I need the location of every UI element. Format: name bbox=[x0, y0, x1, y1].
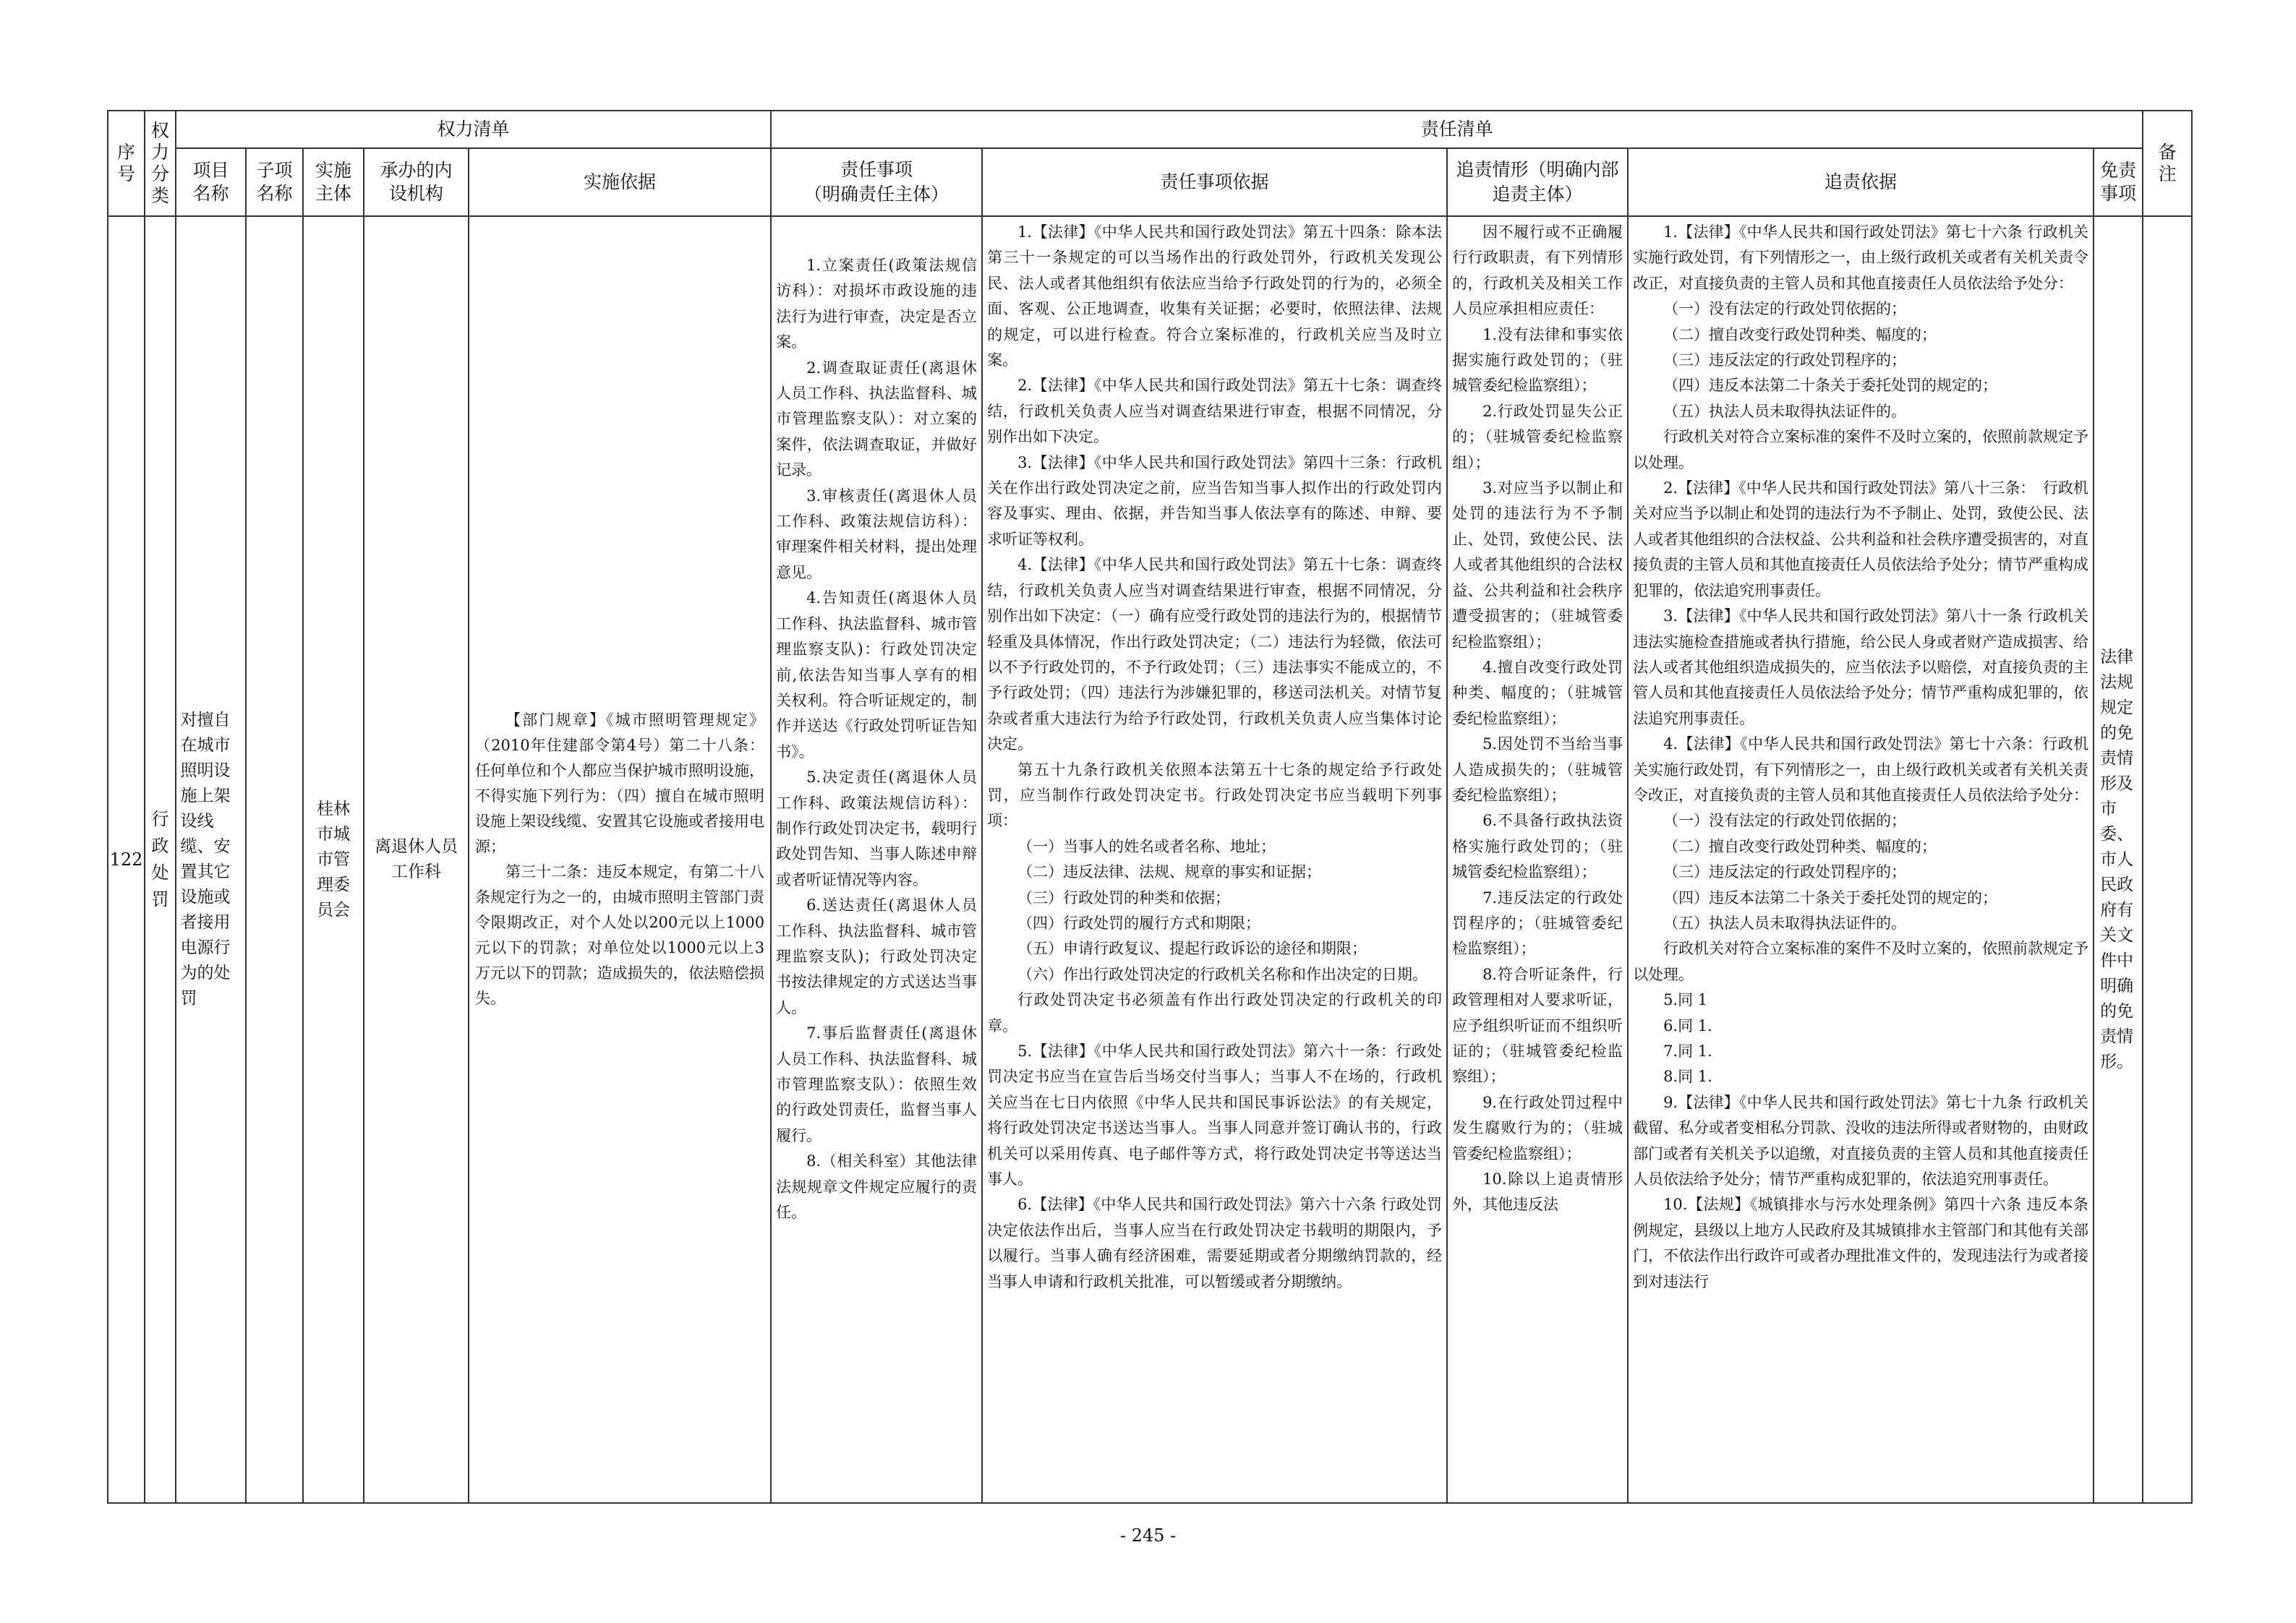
row-accountability bbox=[1447, 216, 1628, 1503]
row-resp-items bbox=[771, 216, 982, 1503]
resp-basis-paragraph: （五）申请行政复议、提起行政诉讼的途径和期限； bbox=[1017, 940, 1367, 958]
header-internal-dept: 承办的内设机构 bbox=[364, 148, 469, 216]
accountability-item: 10.除以上追责情形外，其他违反法 bbox=[1452, 1170, 1623, 1214]
accountability-item: 6.不具备行政执法资格实施行政处罚的；（驻城管委纪检监察组）； bbox=[1452, 812, 1623, 881]
resp-basis-paragraph: （一）当事人的姓名或者名称、地址； bbox=[1017, 837, 1276, 855]
resp-item: 1.立案责任(政策法规信访科）：对损坏市政设施的违法行为进行审查，决定是否立案。 bbox=[776, 257, 978, 351]
accountability-item: 9.在行政处罚过程中发生腐败行为的；（驻城管委纪检监察组）； bbox=[1452, 1093, 1623, 1162]
power-responsibility-table bbox=[107, 110, 2193, 1504]
header-sub-item-name: 子项名称 bbox=[246, 148, 303, 216]
accountability-item: 5.因处罚不当给当事人造成损失的；（驻城管委纪检监察组）； bbox=[1452, 735, 1623, 804]
row-accountability-basis bbox=[1628, 216, 2094, 1503]
accountability-basis-paragraph: （五）执法人员未取得执法证件的。 bbox=[1663, 402, 1907, 420]
header-item-name: 项目名称 bbox=[176, 148, 246, 216]
accountability-item: 7.违反法定的行政处罚程序的；（驻城管委纪检监察组）； bbox=[1452, 888, 1623, 958]
header-accountability-basis: 追责依据 bbox=[1628, 148, 2094, 216]
accountability-basis-paragraph: 10.【法规】《城镇排水与污水处理条例》第四十六条 违反本条例规定，县级以上地方人民政府及其城镇排水主管部门和其他有关部门，不依法作出行政许可或者办理批准文件的，发现违法行为或者接到对违法行 bbox=[1633, 1196, 2089, 1290]
basis-paragraph: 【部门规章】《城市照明管理规定》（2010年住建部令第4号）第二十八条：任何单位和个人都应当保护城市照明设施，不得实施下列行为：（四）擅自在城市照明设施上架设线缆、安置其它设施或者接用电源； bbox=[475, 711, 765, 855]
header-basis: 实施依据 bbox=[469, 148, 771, 216]
resp-basis-paragraph: （二）违反法律、法规、规章的事实和证据； bbox=[1017, 863, 1322, 881]
resp-item: 8.（相关科室）其他法律法规规章文件规定应履行的责任。 bbox=[776, 1152, 978, 1222]
header-exemption: 免责事项 bbox=[2094, 148, 2143, 216]
header-subject: 实施主体 bbox=[303, 148, 364, 216]
header-row-1 bbox=[108, 111, 2192, 148]
resp-item: 6.送达责任(离退休人员工作科、执法监督科、城市管理监察支队)；行政处罚决定书按法律规定的方式送达当事人。 bbox=[776, 896, 978, 1016]
row-internal-dept: 离退休人员工作科 bbox=[364, 216, 469, 1503]
accountability-item: 1.没有法律和事实依据实施行政处罚的；（驻城管委纪检监察组）； bbox=[1452, 325, 1623, 395]
accountability-basis-paragraph: 6.同 1. bbox=[1663, 1016, 1712, 1035]
row-exemption: 法律法规规定的免责情形及市委、市人民政府有关文件中明确的免责情形。 bbox=[2094, 216, 2143, 1503]
row-resp-basis bbox=[982, 216, 1447, 1503]
accountability-basis-paragraph: （二）擅自改变行政处罚种类、幅度的； bbox=[1663, 837, 1937, 855]
resp-basis-paragraph: （六）作出行政处罚决定的行政机关名称和作出决定的日期。 bbox=[1017, 965, 1428, 983]
accountability-item: 3.对应当予以制止和处罚的违法行为不予制止、处罚，致使公民、法人或者其他组织的合法权益、公共利益和社会秩序遭受损害的；（驻城管委纪检监察组）； bbox=[1452, 479, 1623, 651]
accountability-basis-paragraph: 9.【法律】《中华人民共和国行政处罚法》第七十九条 行政机关截留、私分或者变相私分罚款、没收的违法所得或者财物的，由财政部门或者有关机关予以追缴，对直接负责的主管人员和其他直接责任人员依法给予处分；情节严重构成犯罪的，依法追究刑事责任。 bbox=[1633, 1093, 2089, 1189]
accountability-basis-paragraph: （四）违反本法第二十条关于委托处罚的规定的； bbox=[1663, 888, 1998, 907]
resp-basis-paragraph: 2.【法律】《中华人民共和国行政处罚法》第五十七条：调查终结，行政机关负责人应当对调查结果进行审查，根据不同情况，分别作出如下决定。 bbox=[987, 377, 1443, 446]
resp-basis-paragraph: 5.【法律】《中华人民共和国行政处罚法》第六十一条：行政处罚决定书应当在宣告后当场交付当事人；当事人不在场的，行政机关应当在七日内依照《中华人民共和国民事诉讼法》的有关规定，将行政处罚决定书送达当事人。当事人同意并签订确认书的，行政机关可以采用传真、电子邮件等方式，将行政处罚决定书等送达当事人。 bbox=[987, 1042, 1443, 1189]
basis-text bbox=[469, 708, 770, 1011]
page-number: - 245 - bbox=[1119, 1525, 1177, 1546]
accountability-basis-paragraph: （三）违反法定的行政处罚程序的； bbox=[1663, 351, 1907, 369]
resp-basis-paragraph: 4.【法律】《中华人民共和国行政处罚法》第五十七条：调查终结，行政机关负责人应当对调查结果进行审查，根据不同情况，分别作出如下决定：（一）确有应受行政处罚的违法行为的，根据情节轻重及具体情况，作出行政处罚决定；（二）违法行为轻微，依法可以不予行政处罚的，不予行政处罚；（三）违法事实不能成立的，不予行政处罚；（四）违法行为涉嫌犯罪的，移送司法机关。对情节复杂或者重大违法行为给予行政处罚，行政机关负责人应当集体讨论决定。 bbox=[987, 556, 1443, 753]
header-accountability: 追责情形（明确内部追责主体） bbox=[1447, 148, 1628, 216]
accountability-basis-paragraph: 7.同 1. bbox=[1663, 1042, 1712, 1060]
row-item-name: 对擅自在城市照明设施上架设线缆、安置其它设施或者接用电源行为的处罚 bbox=[176, 216, 246, 1503]
header-resp-basis: 责任事项依据 bbox=[982, 148, 1447, 216]
accountability-basis-paragraph: （一）没有法定的行政处罚依据的； bbox=[1663, 300, 1907, 318]
accountability-item: 2.行政处罚显失公正的；（驻城管委纪检监察组）； bbox=[1452, 402, 1623, 471]
resp-item: 5.决定责任(离退休人员工作科、政策法规信访科）：制作行政处罚决定书，载明行政处罚告知、当事人陈述申辩或者听证情况等内容。 bbox=[776, 768, 978, 888]
resp-item: 3.审核责任(离退休人员工作科、政策法规信访科）：审理案件相关材料，提出处理意见。 bbox=[776, 487, 978, 581]
resp-basis-paragraph: （四）行政处罚的履行方式和期限； bbox=[1017, 914, 1261, 932]
accountability-item: 因不履行或不正确履行行政职责，有下列情形的，行政机关及相关工作人员应承担相应责任： bbox=[1452, 223, 1623, 318]
accountability-basis-paragraph: 行政机关对符合立案标准的案件不及时立案的，依照前款规定予以处理。 bbox=[1633, 940, 2089, 983]
row-seq: 122 bbox=[108, 216, 145, 1503]
accountability-basis-text bbox=[1629, 217, 2093, 1295]
accountability-item: 4.擅自改变行政处罚种类、幅度的；（驻城管委纪检监察组）； bbox=[1452, 658, 1623, 727]
resp-basis-paragraph: 行政处罚决定书必须盖有作出行政处罚决定的行政机关的印章。 bbox=[987, 991, 1443, 1035]
resp-basis-text bbox=[983, 217, 1446, 1295]
accountability-basis-paragraph: 5.同 1 bbox=[1663, 991, 1708, 1009]
row-category: 行政处罚 bbox=[145, 216, 176, 1503]
header-resp-items: 责任事项 （明确责任主体） bbox=[771, 148, 982, 216]
resp-basis-paragraph: 第五十九条行政机关依照本法第五十七条的规定给予行政处罚，应当制作行政处罚决定书。行政处罚决定书应当载明下列事项： bbox=[987, 761, 1443, 830]
resp-basis-paragraph: （三）行政处罚的种类和依据； bbox=[1017, 888, 1231, 907]
header-responsibility-list: 责任清单 bbox=[771, 111, 2143, 148]
header-row-2 bbox=[108, 148, 2192, 216]
resp-items-text bbox=[772, 217, 981, 1225]
resp-item: 2.调查取证责任(离退休人员工作科、执法监督科、城市管理监察支队）：对立案的案件，依法调查取证，并做好记录。 bbox=[776, 359, 978, 479]
header-category: 权力分类 bbox=[145, 111, 176, 216]
accountability-basis-paragraph: （五）执法人员未取得执法证件的。 bbox=[1663, 914, 1907, 932]
row-basis bbox=[469, 216, 771, 1503]
basis-paragraph: 第三十二条：违反本规定，有第二十八条规定行为之一的，由城市照明主管部门责令限期改正，对个人处以200元以上1000元以下的罚款；对单位处以1000元以上3万元以下的罚款；造成损失的，依法赔偿损失。 bbox=[475, 863, 765, 1007]
accountability-basis-paragraph: 1.【法律】《中华人民共和国行政处罚法》第七十六条 行政机关实施行政处罚，有下列情形之一，由上级行政机关或者有关机关责令改正，对直接负责的主管人员和其他直接责任人员依法给予处分： bbox=[1633, 223, 2089, 292]
accountability-text bbox=[1448, 217, 1627, 1218]
accountability-basis-paragraph: （二）擅自改变行政处罚种类、幅度的； bbox=[1663, 325, 1937, 343]
resp-basis-paragraph: 3.【法律】《中华人民共和国行政处罚法》第四十三条：行政机关在作出行政处罚决定之前，应当告知当事人拟作出的行政处罚内容及事实、理由、依据，并告知当事人依法享有的陈述、申辩、要求听证等权利。 bbox=[987, 453, 1443, 548]
accountability-basis-paragraph: 行政机关对符合立案标准的案件不及时立案的，依照前款规定予以处理。 bbox=[1633, 428, 2089, 471]
header-remarks: 备注 bbox=[2143, 111, 2192, 216]
row-sub-item-name bbox=[246, 216, 303, 1503]
resp-basis-paragraph: 1.【法律】《中华人民共和国行政处罚法》第五十四条：除本法第三十一条规定的可以当场作出的行政处罚外，行政机关发现公民、法人或者其他组织有依法应当给予行政处罚的行为的，必须全面、客观、公正地调查，收集有关证据；必要时，依照法律、法规的规定，可以进行检查。符合立案标准的，行政机关应当及时立案。 bbox=[987, 223, 1443, 369]
accountability-basis-paragraph: 4.【法律】《中华人民共和国行政处罚法》第七十六条：行政机关实施行政处罚，有下列情形之一，由上级行政机关或者有关机关责令改正，对直接负责的主管人员和其他直接责任人员依法给予处分： bbox=[1633, 735, 2089, 804]
header-power-list: 权力清单 bbox=[176, 111, 771, 148]
row-remarks bbox=[2143, 216, 2192, 1503]
resp-item: 4.告知责任(离退休人员工作科、执法监督科、城市管理监察支队)：行政处罚决定前,依法告知当事人享有的相关权利。符合听证规定的，制作并送达《行政处罚听证告知书》。 bbox=[776, 589, 978, 761]
accountability-basis-paragraph: 8.同 1. bbox=[1663, 1068, 1712, 1086]
accountability-basis-paragraph: （三）违反法定的行政处罚程序的； bbox=[1663, 863, 1907, 881]
accountability-basis-paragraph: 2.【法律】《中华人民共和国行政处罚法》第八十三条： 行政机关对应当予以制止和处罚的违法行为不予制止、处罚，致使公民、法人或者其他组织的合法权益、公共利益和社会秩序遭受损害的，对直接负责的主管人员和其他直接责任人员依法给予处分；情节严重构成犯罪的，依法追究刑事责任。 bbox=[1633, 479, 2089, 599]
accountability-basis-paragraph: （一）没有法定的行政处罚依据的； bbox=[1663, 812, 1907, 830]
accountability-basis-paragraph: 3.【法律】《中华人民共和国行政处罚法》第八十一条 行政机关违法实施检查措施或者执行措施，给公民人身或者财产造成损害、给法人或者其他组织造成损失的，应当依法予以赔偿，对直接负责的主管人员和其他直接责任人员依法给予处分；情节严重构成犯罪的，依法追究刑事责任。 bbox=[1633, 607, 2089, 727]
table-row bbox=[108, 216, 2192, 1503]
resp-basis-paragraph: 6.【法律】《中华人民共和国行政处罚法》第六十六条 行政处罚决定依法作出后，当事人应当在行政处罚决定书载明的期限内，予以履行。当事人确有经济困难，需要延期或者分期缴纳罚款的，经当事人申请和行政机关批准，可以暂缓或者分期缴纳。 bbox=[987, 1196, 1443, 1290]
row-subject: 桂林市城市管理委员会 bbox=[303, 216, 364, 1503]
header-seq: 序号 bbox=[108, 111, 145, 216]
resp-item: 7.事后监督责任(离退休人员工作科、执法监督科、城市管理监察支队）：依照生效的行政处罚责任，监督当事人履行。 bbox=[776, 1024, 978, 1144]
accountability-basis-paragraph: （四）违反本法第二十条关于委托处罚的规定的； bbox=[1663, 377, 1998, 395]
accountability-item: 8.符合听证条件，行政管理相对人要求听证，应予组织听证而不组织听证的；（驻城管委纪检监察组）； bbox=[1452, 965, 1623, 1086]
